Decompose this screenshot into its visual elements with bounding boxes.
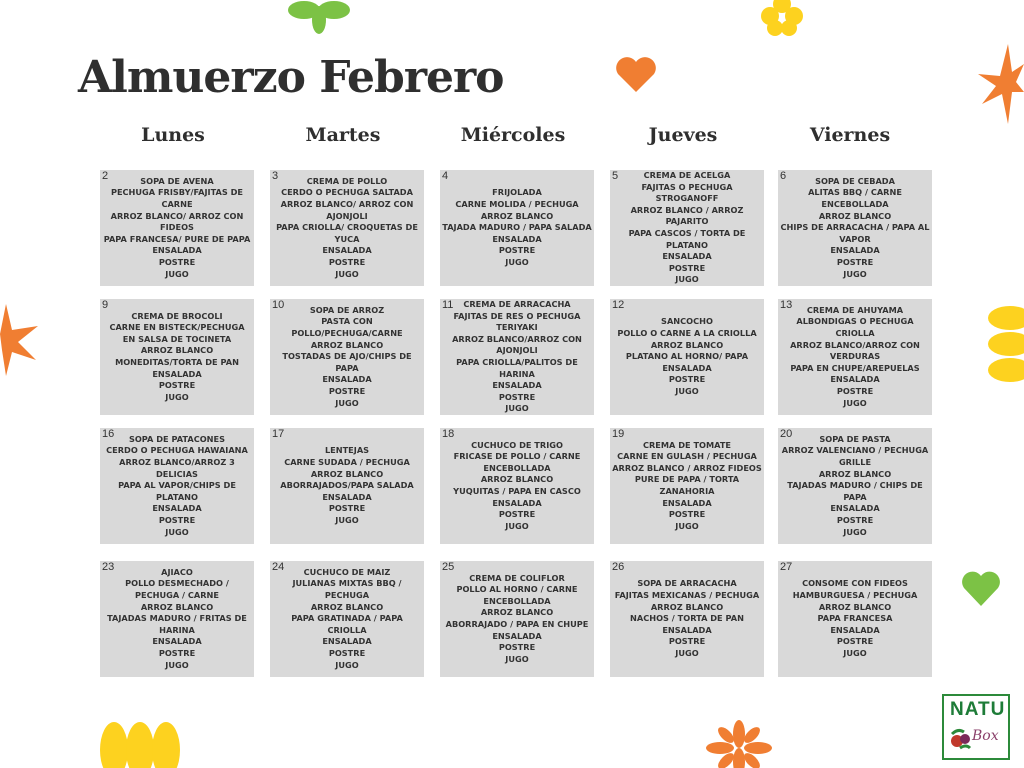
orange-heart-decoration — [614, 56, 658, 94]
menu-item: ARROZ BLANCO — [140, 345, 214, 356]
menu-item: POSTRE — [158, 514, 196, 525]
menu-item: PAPA GRATINADA / PAPA CRIOLLA — [291, 613, 403, 635]
menu-items — [442, 170, 592, 286]
menu-item: JUGO — [675, 385, 699, 396]
menu-item: JUGO — [675, 520, 699, 531]
day-number: 17 — [272, 428, 285, 440]
menu-item: POSTRE — [836, 385, 874, 396]
menu-item: CUCHUCO DE TRIGO — [471, 439, 563, 450]
menu-item: POSTRE — [328, 256, 366, 267]
day-number: 5 — [612, 170, 619, 182]
menu-item: JUGO — [165, 391, 189, 402]
menu-item: MONEDITAS/TORTA DE PAN — [115, 357, 239, 367]
menu-item: ALITAS BBQ / CARNE ENCEBOLLADA — [808, 187, 902, 210]
menu-item: ENSALADA — [152, 636, 202, 647]
menu-items — [272, 561, 422, 677]
day-header-jueves: Jueves — [648, 124, 718, 146]
menu-item: CUCHUCO DE MAIZ — [303, 566, 391, 577]
menu-item: JUGO — [843, 397, 867, 408]
menu-item: ARROZ BLANCO / ARROZ PAJARITO — [630, 204, 744, 227]
menu-item: JUGO — [335, 659, 359, 670]
menu-item: SOPA DE AVENA — [140, 175, 214, 186]
menu-items — [780, 170, 930, 286]
menu-items — [102, 561, 252, 677]
day-cell — [100, 561, 254, 677]
menu-item: SOPA DE CEBADA — [815, 175, 895, 186]
menu-item: AJIACO — [161, 566, 193, 577]
menu-item: JUGO — [843, 268, 867, 279]
menu-item: FRICASE DE POLLO / CARNE ENCEBOLLADA — [453, 451, 581, 473]
menu-item: ARROZ BLANCO — [650, 601, 724, 612]
day-cell — [778, 170, 932, 286]
menu-item: ARROZ BLANCO/ARROZ 3 DELICIAS — [119, 457, 235, 479]
menu-item: CREMA DE TOMATE — [642, 439, 732, 450]
menu-item: CERDO O PECHUGA SALTADA — [281, 187, 413, 198]
menu-item: POSTRE — [328, 503, 366, 514]
menu-item: PAPA CRIOLLA/ CROQUETAS DE YUCA — [276, 222, 418, 244]
menu-item: PAPA CRIOLLA/PALITOS DE HARINA — [456, 357, 578, 379]
menu-item: CREMA DE BROCOLI — [131, 310, 223, 321]
menu-item: POSTRE — [498, 391, 536, 402]
day-number: 6 — [780, 170, 787, 182]
menu-item: ENSALADA — [322, 374, 372, 385]
menu-item: CREMA DE COLIFLOR — [469, 572, 565, 583]
day-number: 3 — [272, 170, 279, 182]
day-number: 18 — [442, 428, 455, 440]
orange-star-left-decoration — [0, 304, 40, 376]
menu-items — [272, 299, 422, 415]
menu-item: PLATANO AL HORNO/ PAPA — [625, 351, 749, 362]
day-number: 16 — [102, 428, 115, 440]
day-cell — [610, 428, 764, 544]
menu-item: ARROZ BLANCO/ ARROZ CON AJONJOLI — [280, 199, 414, 221]
day-number: 2 — [102, 170, 109, 182]
day-number: 10 — [272, 299, 285, 311]
menu-items — [780, 428, 930, 544]
menu-item: FAJITAS DE RES O PECHUGA TERIYAKI — [453, 310, 581, 333]
menu-item: POLLO DESMECHADO / PECHUGA / CARNE — [125, 578, 229, 601]
menu-item: PAPA FRANCESA/ PURE DE PAPA — [103, 233, 251, 244]
menu-item: ALBONDIGAS O PECHUGA CRIOLLA — [796, 316, 914, 339]
menu-item: ARROZ BLANCO — [818, 468, 892, 479]
day-cell — [610, 170, 764, 286]
menu-item: POSTRE — [498, 642, 536, 653]
menu-item: JUGO — [843, 647, 867, 658]
menu-items — [102, 428, 252, 544]
menu-item: JUGO — [165, 659, 189, 670]
menu-items — [442, 561, 592, 677]
menu-item: POSTRE — [328, 385, 366, 396]
day-header-martes: Martes — [305, 124, 381, 146]
menu-item: ENSALADA — [492, 380, 542, 391]
day-cell — [100, 170, 254, 286]
menu-items — [442, 299, 592, 415]
menu-item: PAPA CASCOS / TORTA DE PLATANO — [628, 228, 746, 250]
orange-star-decoration — [978, 44, 1024, 124]
menu-item: JUGO — [675, 647, 699, 658]
day-number: 9 — [102, 299, 109, 311]
menu-item: PAPA AL VAPOR/CHIPS DE PLATANO — [118, 480, 236, 502]
menu-items — [612, 561, 762, 677]
day-cell — [778, 561, 932, 677]
day-cell — [440, 299, 594, 415]
menu-items — [612, 299, 762, 415]
menu-item: FAJITAS MEXICANAS / PECHUGA — [614, 590, 760, 601]
menu-item: POLLO O CARNE A LA CRIOLLA — [617, 328, 757, 339]
menu-item: ARROZ BLANCO — [140, 601, 214, 612]
menu-item: POSTRE — [498, 509, 536, 520]
menu-item: PASTA CON POLLO/PECHUGA/CARNE — [291, 316, 403, 339]
day-number: 24 — [272, 561, 285, 573]
menu-item: ENSALADA — [492, 497, 542, 508]
menu-item: ABORRAJADO / PAPA EN CHUPE — [445, 619, 589, 629]
day-number: 4 — [442, 170, 449, 182]
menu-item: ENSALADA — [662, 251, 712, 262]
menu-item: PECHUGA FRISBY/FAJITAS DE CARNE — [110, 187, 244, 210]
menu-item: POLLO AL HORNO / CARNE ENCEBOLLADA — [456, 584, 578, 606]
menu-items — [442, 428, 592, 544]
menu-item: POSTRE — [668, 509, 706, 520]
day-header-viernes: Viernes — [809, 124, 891, 146]
menu-item: CONSOME CON FIDEOS — [802, 578, 908, 589]
logo-text: NATU — [950, 699, 1006, 720]
menu-item: JUGO — [505, 256, 529, 267]
menu-item: ARROZ BLANCO — [310, 468, 384, 479]
menu-item: HAMBURGUESA / PECHUGA — [792, 590, 918, 601]
menu-item: JUGO — [675, 274, 699, 285]
menu-item: JUGO — [165, 526, 189, 537]
menu-item: ARROZ BLANCO — [480, 607, 554, 618]
day-cell — [440, 428, 594, 544]
day-number: 12 — [612, 299, 625, 311]
day-cell — [440, 170, 594, 286]
menu-item: YUQUITAS / PAPA EN CASCO — [453, 486, 581, 496]
menu-item: ARROZ BLANCO — [818, 601, 892, 612]
menu-item: JUGO — [505, 520, 529, 531]
menu-item: SOPA DE ARROZ — [309, 304, 385, 315]
menu-item: JUGO — [165, 268, 189, 279]
green-leaf-decoration — [284, 0, 354, 36]
menu-item: POSTRE — [836, 636, 874, 647]
menu-item: ENSALADA — [322, 245, 372, 256]
menu-item: JUGO — [335, 514, 359, 525]
yellow-flower-decoration — [758, 0, 806, 36]
menu-item: LENTEJAS — [324, 445, 370, 456]
menu-item: POSTRE — [328, 647, 366, 658]
yellow-flower-right-decoration — [984, 306, 1024, 386]
menu-items — [102, 170, 252, 286]
menu-item: JUGO — [505, 653, 529, 664]
menu-item: SANCOCHO — [661, 316, 713, 327]
day-number: 20 — [780, 428, 793, 440]
menu-item: ENSALADA — [662, 497, 712, 508]
day-number: 27 — [780, 561, 793, 573]
menu-items — [272, 170, 422, 286]
day-cell — [100, 428, 254, 544]
menu-item: ENSALADA — [152, 503, 202, 514]
menu-item: ENSALADA — [662, 624, 712, 635]
menu-item: POSTRE — [158, 380, 196, 391]
menu-item: JUGO — [335, 397, 359, 408]
day-cell — [440, 561, 594, 677]
menu-item: ARROZ VALENCIANO / PECHUGA GRILLE — [781, 445, 929, 468]
menu-item: PAPA FRANCESA — [817, 613, 893, 624]
menu-item: ENSALADA — [152, 368, 202, 379]
menu-item: CREMA DE ARRACACHA — [463, 299, 571, 310]
menu-item: ARROZ BLANCO/ARROZ CON AJONJOLI — [452, 333, 582, 356]
menu-item: ENSALADA — [322, 636, 372, 647]
menu-item: POSTRE — [668, 262, 706, 273]
menu-item: CARNE EN GULASH / PECHUGA — [617, 451, 757, 462]
menu-items — [780, 561, 930, 677]
day-number: 23 — [102, 561, 115, 573]
menu-item: ARROZ BLANCO — [310, 601, 384, 612]
menu-item: POSTRE — [158, 256, 196, 267]
menu-item: TAJADAS MADURO / CHIPS DE PAPA — [787, 480, 923, 502]
menu-item: ENSALADA — [830, 624, 880, 635]
menu-item: ARROZ BLANCO — [818, 210, 892, 221]
menu-item: CARNE SUDADA / PECHUGA — [284, 457, 410, 468]
day-number: 25 — [442, 561, 455, 573]
natu-box-logo — [942, 694, 1010, 760]
menu-item: ARROZ BLANCO/ARROZ CON VERDURAS — [790, 339, 920, 362]
page-title: Almuerzo Febrero — [78, 52, 504, 103]
menu-items — [780, 299, 930, 415]
day-cell — [270, 170, 424, 286]
menu-item: POSTRE — [836, 256, 874, 267]
menu-item: ENSALADA — [830, 374, 880, 385]
vegetables-icon — [948, 726, 974, 752]
menu-item: NACHOS / TORTA DE PAN — [630, 613, 744, 624]
day-cell — [270, 299, 424, 415]
day-cell — [270, 428, 424, 544]
menu-item: ABORRAJADOS/PAPA SALADA — [280, 480, 414, 491]
menu-item: POSTRE — [158, 647, 196, 658]
day-cell — [610, 561, 764, 677]
day-cell — [270, 561, 424, 677]
menu-item: ENSALADA — [322, 491, 372, 502]
menu-item: SOPA DE ARRACACHA — [637, 578, 737, 589]
orange-flower-decoration — [706, 720, 772, 768]
day-cell — [778, 428, 932, 544]
day-cell — [778, 299, 932, 415]
menu-item: POSTRE — [668, 374, 706, 385]
menu-item: CREMA DE ACELGA — [643, 170, 731, 181]
menu-item: TAJADAS MADURO / FRITAS DE HARINA — [107, 613, 247, 635]
menu-item: JUGO — [505, 403, 529, 414]
menu-item: TAJADA MADURO / PAPA SALADA — [442, 222, 592, 233]
menu-items — [612, 428, 762, 544]
menu-item: ARROZ BLANCO — [480, 474, 554, 485]
menu-item: CREMA DE POLLO — [306, 175, 388, 186]
menu-item: ARROZ BLANCO — [480, 210, 554, 221]
menu-item: ARROZ BLANCO/ ARROZ CON FIDEOS — [110, 210, 244, 233]
menu-item: JULIANAS MIXTAS BBQ / PECHUGA — [292, 578, 402, 601]
day-header-miercoles: Miércoles — [460, 124, 566, 146]
menu-item: PURE DE PAPA / TORTA ZANAHORIA — [634, 474, 740, 496]
menu-items — [612, 170, 762, 286]
menu-item: FAJITAS O PECHUGA STROGANOFF — [641, 181, 733, 204]
menu-item: ARROZ BLANCO — [310, 339, 384, 350]
day-number: 11 — [442, 299, 454, 311]
menu-item: SOPA DE PASTA — [819, 433, 891, 444]
menu-item: ARROZ BLANCO — [650, 339, 724, 350]
menu-item: PAPA EN CHUPE/AREPUELAS — [790, 362, 920, 373]
menu-items — [102, 299, 252, 415]
day-header-lunes: Lunes — [141, 124, 205, 146]
menu-item: TOSTADAS DE AJO/CHIPS DE PAPA — [282, 351, 412, 373]
menu-item: POSTRE — [836, 514, 874, 525]
menu-item: CARNE MOLIDA / PECHUGA — [455, 199, 579, 210]
menu-item: ENSALADA — [830, 245, 880, 256]
day-cell — [610, 299, 764, 415]
green-heart-decoration — [960, 570, 1002, 608]
day-number: 13 — [780, 299, 793, 311]
menu-item: ENSALADA — [492, 630, 542, 641]
menu-item: ENSALADA — [492, 233, 542, 244]
menu-item: FRIJOLADA — [492, 187, 542, 198]
menu-item: CARNE EN BISTECK/PECHUGA EN SALSA DE TOCINETA — [109, 322, 245, 344]
logo-subtext: Box — [972, 728, 999, 744]
menu-item: ENSALADA — [662, 362, 712, 373]
menu-item: SOPA DE PATACONES — [128, 433, 226, 444]
menu-items — [272, 428, 422, 544]
menu-item: ENSALADA — [152, 245, 202, 256]
menu-item: JUGO — [843, 526, 867, 537]
yellow-blob-decoration — [100, 718, 180, 768]
day-number: 19 — [612, 428, 625, 440]
menu-item: ENSALADA — [830, 503, 880, 514]
day-number: 26 — [612, 561, 625, 573]
menu-item: CHIPS DE ARRACACHA / PAPA AL VAPOR — [780, 222, 930, 244]
day-cell — [100, 299, 254, 415]
menu-item: POSTRE — [668, 636, 706, 647]
menu-item: POSTRE — [498, 245, 536, 256]
menu-item: JUGO — [335, 268, 359, 279]
menu-item: ARROZ BLANCO / ARROZ FIDEOS — [612, 462, 762, 473]
menu-item: CREMA DE AHUYAMA — [806, 304, 904, 315]
menu-item: CERDO O PECHUGA HAWAIANA — [106, 445, 248, 456]
